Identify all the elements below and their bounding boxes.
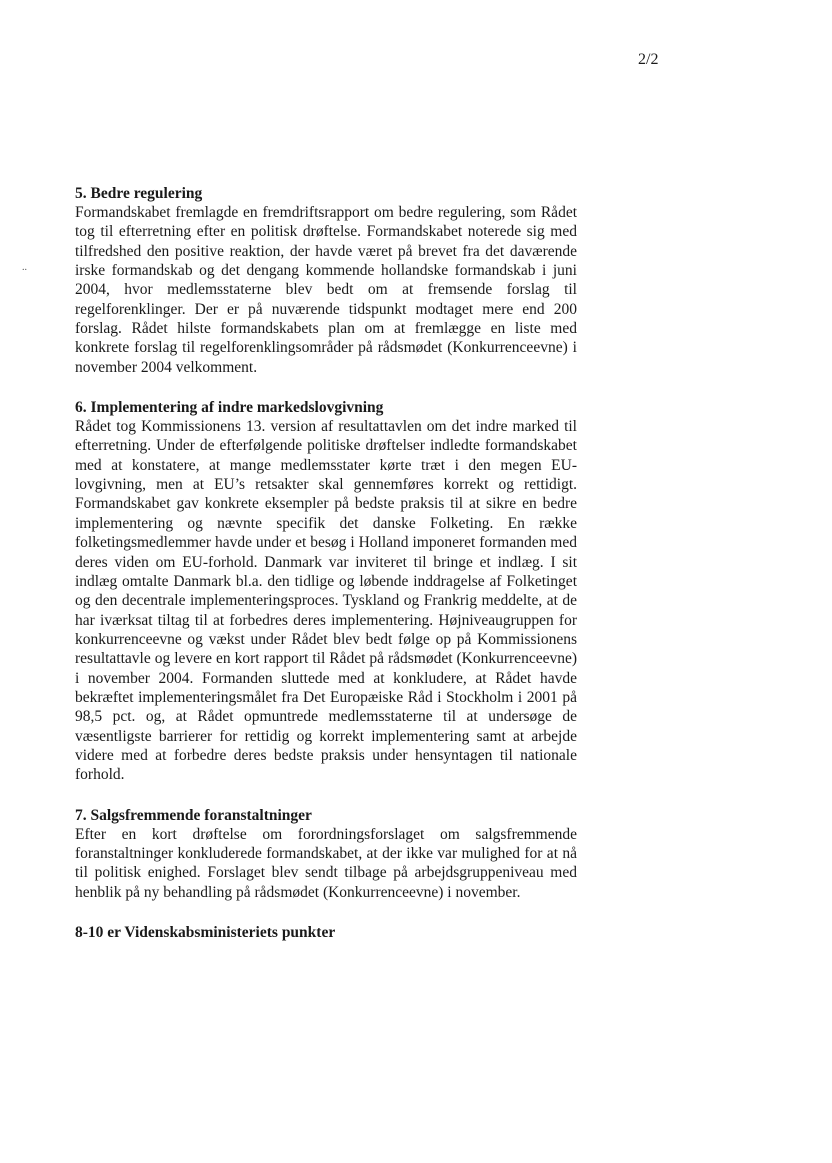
section-body: Efter en kort drøftelse om forordningsforslaget om salgsfremmende foranstaltninger konkluderede formandskabet, at der ikke var mulighed for at nå til politisk enighed. Forslaget blev sendt tilbage på arbejdsgruppeniveau med henblik på ny behandling på rådsmødet (Konkurrenceevne) i november. xyxy=(75,825,577,901)
page-number: 2/2 xyxy=(638,51,659,68)
section-heading: 7. Salgsfremmende foranstaltninger xyxy=(75,806,312,824)
section-videnskabsministeriet xyxy=(75,923,577,942)
document-body xyxy=(75,184,577,963)
section-body: Rådet tog Kommissionens 13. version af resultattavlen om det indre marked til efterretning. Under de efterfølgende politiske drøftelser indledte formandskabet med at konstatere, at mange medlemsstater kørte træt i den megen EU-lovgivning, men at EU’s retsakter skal gennemføres korrekt og rettidigt. Formandskabet gav konkrete eksempler på bedste praksis til at sikre en bedre implementering og nævnte specifik det danske Folketing. En række folketingsmedlemmer havde under et besøg i Holland imponeret formanden med deres viden om EU-forhold. Danmark var inviteret til bringe et indlæg. I sit indlæg omtalte Danmark bl.a. den tidlige og løbende inddragelse af Folketinget og den decentrale implementeringsproces. Tyskland og Frankrig meddelte, at de har iværksat tiltag til at forbedres deres implementering. Højniveaugruppen for konkurrenceevne og vækst under Rådet blev bedt følge op på Kommissionens resultattavle og levere en kort rapport til Rådet på rådsmødet (Konkurrenceevne) i november 2004. Formanden sluttede med at konkludere, at Rådet havde bekræftet implementeringsmålet fra Det Europæiske Råd i Stockholm i 2001 på 98,5 pct. og, at Rådet opmuntrede medlemsstaterne til at undersøge de væsentligste barrierer for rettidig og korrekt implementering samt at arbejde videre med at forbedre deres bedste praksis under hensyntagen til nationale forhold. xyxy=(75,418,577,784)
section-heading: 8-10 er Videnskabsministeriets punkter xyxy=(75,924,336,941)
section-heading: 5. Bedre regulering xyxy=(75,185,203,202)
section-salgsfremmende xyxy=(75,806,577,902)
margin-mark: .. xyxy=(22,262,27,273)
section-body: Formandskabet fremlagde en fremdriftsrapport om bedre regulering, som Rådet tog til efterretning efter en politisk drøftelse. Formandskabet noterede sig med tilfredshed den positive reaktion, der havde været på brevet fra det daværende irske formandskab og det dengang kommende hollandske formandskab i juni 2004, hvor medlemsstaterne blev bedt om at fremsende forslag til regelforenklinger. Der er på nuværende tidspunkt modtaget mere end 200 forslag. Rådet hilste formandskabets plan om at fremlægge en liste med konkrete forslag til regelforenklingsområder på rådsmødet (Konkurrenceevne) i november 2004 velkomment. xyxy=(75,204,577,376)
section-bedre-regulering xyxy=(75,184,577,377)
section-heading: 6. Implementering af indre markedslovgivning xyxy=(75,399,384,417)
section-implementering xyxy=(75,398,577,785)
